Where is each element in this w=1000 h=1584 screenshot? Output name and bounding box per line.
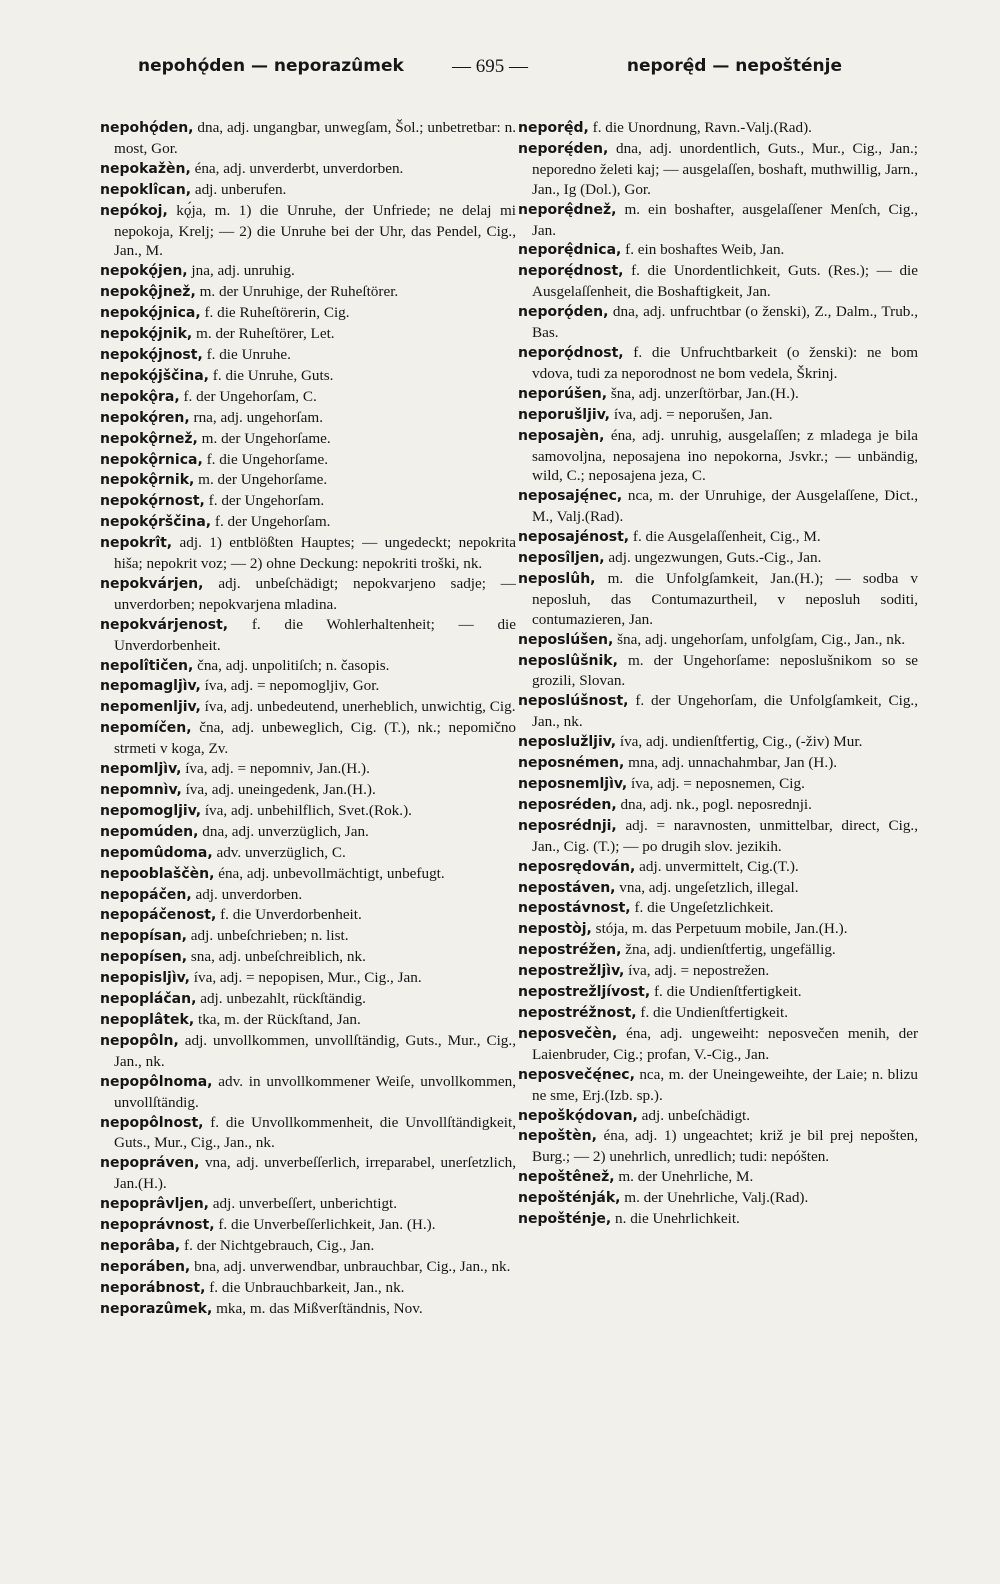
entry-headword: nepostrežljìv, — [518, 963, 625, 980]
entry-definition: adj. ungezwungen, Guts.-Cig., Jan. — [608, 549, 822, 567]
entry-headword: neposaję́nec, — [518, 488, 623, 505]
dictionary-entry — [100, 989, 516, 1010]
entry-definition: f. die Wohlerhaltenheit; — die Unverdorbenheit. — [114, 615, 516, 654]
entry-headword: nepokǫ̂rnica, — [100, 451, 203, 468]
entry-definition: m. ein boshafter, ausgelaſſener Menſch, Cig., Jan. — [532, 200, 919, 239]
entry-headword: neposlužljiv, — [518, 734, 617, 751]
entry-definition: f. die Ruheſtörerin, Cig. — [204, 304, 350, 322]
entry-headword: nepopáčen, — [100, 886, 192, 903]
entry-definition: íva, adj. = neposnemen, Cig. — [630, 775, 805, 792]
entry-definition: f. der Ungehorſam. — [214, 513, 331, 531]
entry-headword: neposlúšen, — [518, 631, 614, 648]
entry-headword: nepomûdoma, — [100, 844, 213, 861]
dictionary-entry — [518, 898, 918, 919]
dictionary-entry — [100, 387, 516, 408]
dictionary-entry — [518, 774, 918, 795]
entry-definition: f. die Undienſtfertigkeit. — [640, 1003, 789, 1021]
entry-headword: nepostávnost, — [518, 900, 631, 917]
entry-definition: f. die Ungeſetzlichkeit. — [634, 899, 774, 917]
entry-headword: nepopôln, — [100, 1032, 179, 1049]
dictionary-entry — [100, 1278, 516, 1299]
dictionary-entry — [100, 324, 516, 345]
entry-headword: nepostréžen, — [518, 942, 622, 959]
dictionary-entry — [100, 261, 516, 282]
entry-headword: nepokǫ̂rnik, — [100, 472, 195, 489]
entry-definition: kǫ́ja, m. 1) die Unruhe, der Unfriede; ne delaj mi nepokoja, Krelj; — 2) die Unruhe bei der Uhr, das Pendel, Cig., Jan., M. — [114, 201, 516, 260]
entry-headword: nepopáčenost, — [100, 907, 217, 924]
dictionary-entry — [518, 878, 918, 899]
dictionary-entry — [518, 1188, 918, 1209]
dictionary-entry — [100, 697, 516, 718]
dictionary-entry — [100, 656, 516, 677]
entry-definition: vna, adj. ungeſetzlich, illegal. — [619, 878, 799, 896]
entry-headword: neporazûmek, — [100, 1300, 213, 1317]
entry-definition: adj. unbeſchrieben; n. list. — [190, 927, 349, 945]
dictionary-entry — [100, 885, 516, 906]
entry-headword: nepopísen, — [100, 949, 188, 966]
entry-headword: nepopráven, — [100, 1155, 200, 1172]
entry-headword: neposrédnji, — [518, 817, 617, 834]
entry-headword: nepomíčen, — [100, 720, 192, 737]
entry-headword: nepoplâtek, — [100, 1011, 195, 1028]
entry-definition: f. die Ausgelaſſenheit, Cig., M. — [632, 528, 821, 546]
entry-headword: neporǫ́dnost, — [518, 344, 624, 361]
entry-headword: nepohǫ́den, — [100, 120, 194, 136]
dictionary-entry — [518, 1209, 918, 1230]
entry-definition: éna, adj. unverderbt, unverdorben. — [194, 159, 404, 177]
entry-headword: nepókoj, — [100, 202, 168, 219]
entry-definition: m. die Unfolgſamkeit, Jan.(H.); — sodba v neposluh, das Contumazurtheil, v neposluh soditi, contumazieren, Jan. — [532, 569, 919, 628]
entry-definition: íva, adj. uneingedenk, Jan.(H.). — [185, 781, 376, 798]
dictionary-entry — [100, 843, 516, 864]
entry-definition: mka, m. das Mißverſtändnis, Nov. — [216, 1299, 423, 1317]
entry-headword: nepokǫ́jen, — [100, 263, 188, 280]
entry-headword: neposajèn, — [518, 427, 605, 444]
dictionary-entry — [518, 961, 918, 982]
entry-definition: adv. in unvollkommener Weiſe, unvollkommen, unvollſtändig. — [114, 1072, 516, 1111]
dictionary-entry — [518, 527, 918, 548]
entry-headword: neporušljiv, — [518, 406, 611, 423]
entry-headword: neporę́den, — [518, 140, 609, 157]
entry-headword: nepostrežljívost, — [518, 984, 651, 1001]
dictionary-entry — [518, 302, 918, 343]
dictionary-entry — [518, 261, 918, 302]
dictionary-entry — [100, 1257, 516, 1278]
entry-headword: neposrędován, — [518, 858, 636, 875]
entry-definition: adj. unberufen. — [194, 180, 287, 198]
entry-headword: nepokǫ́jnica, — [100, 305, 201, 322]
entry-headword: nepokǫ̂jnež, — [100, 284, 196, 301]
entry-headword: nepokǫ́jnik, — [100, 326, 193, 343]
dictionary-entry — [518, 1003, 918, 1024]
entry-definition: sna, adj. unbeſchreiblich, nk. — [190, 948, 366, 966]
entry-headword: nepomljìv, — [100, 761, 182, 778]
entry-definition: m. der Ungehorſame. — [198, 471, 328, 489]
dictionary-entry — [518, 753, 918, 774]
entry-definition: f. der Ungehorſam, die Unfolgſamkeit, Cig., Jan., nk. — [532, 692, 919, 731]
dictionary-entry — [518, 426, 918, 487]
entry-definition: adj. unbeſchädigt. — [641, 1106, 751, 1124]
entry-definition: stója, m. das Perpetuum mobile, Jan.(H.). — [595, 920, 848, 938]
entry-headword: nepokǫ́rnost, — [100, 493, 205, 510]
entry-definition: f. die Unfruchtbarkeit (o ženski): ne bom vdova, tudi za neporodnost ne bom vedela, Škrinj. — [532, 343, 919, 382]
dictionary-entry — [518, 795, 918, 816]
entry-headword: nepomnìv, — [100, 782, 182, 798]
entry-definition: f. die Unverdorbenheit. — [220, 906, 362, 924]
entry-headword: neposréden, — [518, 796, 617, 813]
entry-definition: íva, adj. = neporušen, Jan. — [613, 405, 773, 423]
entry-definition: žna, adj. undienſtfertig, ungefällig. — [625, 941, 836, 959]
entry-headword: nepostáven, — [518, 879, 616, 896]
entry-headword: nepopláčan, — [100, 991, 197, 1008]
dictionary-entry — [100, 118, 516, 159]
dictionary-entry — [100, 780, 516, 801]
dictionary-entry — [100, 1072, 516, 1113]
entry-definition: íva, adj. = nepostrežen. — [628, 962, 770, 980]
dictionary-entry — [100, 822, 516, 843]
entry-headword: nepopísan, — [100, 928, 187, 945]
entry-definition: adj. = naravnosten, unmittelbar, direct, Cig., Jan., Cig. (T.); — po drugih slov. jezikih. — [532, 816, 919, 855]
entry-definition: adj. unvollkommen, unvollſtändig, Guts., Mur., Cig., Jan., nk. — [114, 1031, 516, 1070]
entry-definition: éna, adj. unbevollmächtigt, unbefugt. — [218, 864, 445, 882]
dictionary-entry — [100, 615, 516, 656]
entry-headword: nepokǫ̂ra, — [100, 388, 180, 405]
entry-definition: íva, adj. = nepopisen, Mur., Cig., Jan. — [193, 969, 422, 987]
entry-definition: dna, adj. unfruchtbar (o ženski), Z., Dalm., Trub., Bas. — [532, 303, 918, 342]
dictionary-entry — [518, 240, 918, 261]
entry-definition: dna, adj. unordentlich, Guts., Mur., Cig., Jan.; neporedno želeti kaj; — ausgelaſſen, boshaft, muthwillig, Jarn., Jan., Ig (Dol.), Gor. — [532, 139, 919, 198]
entry-headword: nepošténje, — [518, 1211, 612, 1228]
entry-headword: neposajénost, — [518, 529, 630, 546]
dictionary-entry — [100, 1215, 516, 1236]
dictionary-entry — [100, 1010, 516, 1031]
entry-headword: neporâba, — [100, 1237, 181, 1254]
entry-definition: čna, adj. unpolitiſch; n. časopis. — [197, 656, 390, 674]
dictionary-entry — [518, 486, 918, 527]
entry-definition: m. der Unehrliche, M. — [618, 1168, 754, 1186]
entry-definition: dna, adj. unverzüglich, Jan. — [202, 822, 369, 840]
header-right-guideword: neporę̂d — nepošténje — [626, 56, 842, 76]
entry-definition: m. der Unehrliche, Valj.(Rad). — [624, 1189, 809, 1207]
entry-definition: m. der Unruhige, der Ruheſtörer. — [199, 283, 399, 301]
dictionary-entry — [100, 1153, 516, 1194]
entry-headword: nepoškǫ́dovan, — [518, 1107, 638, 1124]
entry-headword: neposvečèn, — [518, 1025, 618, 1042]
dictionary-entry — [518, 1065, 918, 1106]
entry-definition: f. die Unverbeſſerlichkeit, Jan. (H.). — [218, 1216, 436, 1234]
entry-headword: nepokǫ̂rnež, — [100, 430, 198, 447]
entry-definition: íva, adj. = nepomniv, Jan.(H.). — [185, 760, 370, 778]
dictionary-entry — [100, 676, 516, 697]
dictionary-entry — [100, 450, 516, 471]
entry-headword: nepoprávnost, — [100, 1217, 215, 1234]
entry-definition: íva, adj. unbedeutend, unerheblich, unwichtig, Cig. — [204, 698, 516, 716]
dictionary-entry — [100, 429, 516, 450]
entry-definition: adj. 1) entblößten Hauptes; — ungedeckt; nepokrita hiša; nepokrit voz; — 2) ohne Deckung: nepokriti troški, nk. — [114, 534, 516, 573]
entry-headword: nepolîtičen, — [100, 657, 194, 674]
entry-headword: nepoprâvljen, — [100, 1196, 209, 1213]
dictionary-entry — [518, 343, 918, 384]
dictionary-entry — [100, 947, 516, 968]
entry-definition: éna, adj. ungeweiht: neposvečen menih, der Laienbruder, Cig.; profan, V.-Cig., Jan. — [532, 1024, 919, 1063]
entry-definition: tka, m. der Rückſtand, Jan. — [197, 1010, 361, 1028]
entry-definition: nca, m. der Unruhige, der Ausgelaſſene, Dict., M., Valj.(Rad). — [532, 487, 918, 526]
entry-definition: mna, adj. unnachahmbar, Jan (H.). — [628, 754, 838, 772]
entry-definition: šna, adj. unzerſtörbar, Jan.(H.). — [610, 384, 799, 402]
entry-definition: jna, adj. unruhig. — [191, 262, 295, 280]
dictionary-entry — [100, 470, 516, 491]
left-column — [100, 118, 516, 1320]
dictionary-entry — [518, 405, 918, 426]
entry-definition: éna, adj. 1) ungeachtet; križ je bil prej nepošten, Burg.; — 2) unehrlich, unredlich; tudi: nepóšten. — [532, 1127, 918, 1166]
dictionary-entry — [518, 1106, 918, 1127]
dictionary-entry — [100, 159, 516, 180]
entry-headword: neporę́dnost, — [518, 263, 624, 280]
entry-headword: neporę̂dnica, — [518, 242, 622, 259]
dictionary-entry — [518, 139, 918, 200]
dictionary-entry — [100, 1031, 516, 1072]
dictionary-entry — [518, 630, 918, 651]
entry-headword: nepomúden, — [100, 823, 199, 840]
dictionary-entry — [518, 200, 918, 241]
entry-headword: nepokǫ́rščina, — [100, 514, 212, 531]
dictionary-entry — [518, 919, 918, 940]
entry-definition: f. der Ungehorſam, C. — [183, 387, 317, 405]
dictionary-entry — [518, 548, 918, 569]
dictionary-entry — [100, 1236, 516, 1257]
entry-headword: nepoklîcan, — [100, 181, 192, 198]
dictionary-entry — [100, 864, 516, 885]
entry-headword: nepokvárjen, — [100, 575, 204, 592]
entry-definition: íva, adj. = nepomogljiv, Gor. — [204, 677, 380, 695]
dictionary-entry — [100, 408, 516, 429]
entry-definition: f. die Unordnung, Ravn.-Valj.(Rad). — [592, 119, 812, 136]
entry-definition: n. die Unehrlichkeit. — [615, 1210, 740, 1228]
entry-headword: nepokažèn, — [100, 160, 191, 177]
dictionary-entry — [100, 366, 516, 387]
dictionary-entry — [100, 574, 516, 615]
dictionary-entry — [518, 732, 918, 753]
entry-definition: m. der Ungehorſame: neposlušnikom so se grozili, Slovan. — [532, 651, 918, 690]
dictionary-entry — [100, 926, 516, 947]
entry-definition: f. die Undienſtfertigkeit. — [653, 983, 802, 1001]
entry-headword: neposvečę́nec, — [518, 1066, 635, 1083]
entry-headword: nepoštênež, — [518, 1169, 615, 1186]
dictionary-entry — [100, 968, 516, 989]
dictionary-entry — [100, 759, 516, 780]
dictionary-entry — [100, 1299, 516, 1320]
entry-headword: nepomenljiv, — [100, 699, 201, 716]
entry-definition: f. der Ungehorſam. — [208, 492, 325, 510]
dictionary-entry — [518, 816, 918, 857]
entry-definition: dna, adj. nk., pogl. neposrednji. — [620, 795, 812, 813]
dictionary-entry — [518, 857, 918, 878]
entry-definition: nca, m. der Uneingeweihte, der Laie; n. blizu ne sme, Erj.(Izb. sp.). — [532, 1065, 918, 1104]
entry-headword: neporę̂dnež, — [518, 201, 617, 218]
entry-definition: f. die Unruhe. — [206, 345, 291, 363]
entry-definition: adj. unbezahlt, rückſtändig. — [200, 990, 366, 1008]
entry-headword: nepokǫ́jščina, — [100, 367, 209, 384]
dictionary-entry — [518, 569, 918, 630]
entry-headword: neposnémen, — [518, 755, 625, 772]
entry-headword: neporábnost, — [100, 1279, 206, 1296]
entry-headword: neporę̂d, — [518, 120, 589, 136]
entry-definition: adj. unverdorben. — [195, 885, 303, 903]
entry-definition: íva, adj. unbehilflich, Svet.(Rok.). — [204, 801, 412, 819]
entry-definition: f. die Unordentlichkeit, Guts. (Res.); — die Ausgelaſſenheit, die Boshaftigkeit, Jan. — [532, 262, 919, 301]
entry-headword: neporǫ́den, — [518, 304, 609, 321]
entry-headword: nepokǫ́ren, — [100, 409, 190, 426]
entry-definition: f. ein boshaftes Weib, Jan. — [625, 241, 785, 259]
entry-definition: adj. unverbeſſert, unberichtigt. — [212, 1195, 398, 1213]
dictionary-entry — [100, 491, 516, 512]
dictionary-entry — [518, 1024, 918, 1065]
entry-headword: nepopisljìv, — [100, 970, 190, 987]
entry-definition: šna, adj. ungehorſam, unfolgſam, Cig., Jan., nk. — [617, 630, 906, 648]
dictionary-entry — [518, 1126, 918, 1167]
dictionary-entry — [100, 1194, 516, 1215]
dictionary-entry — [100, 718, 516, 759]
entry-definition: m. der Ruheſtörer, Let. — [196, 325, 335, 343]
entry-headword: nepomogljiv, — [100, 802, 202, 819]
entry-definition: adj. unbeſchädigt; nepokvarjeno sadje; — unverdorben; nepokvarjena mladina. — [114, 574, 516, 613]
entry-definition: adj. unvermittelt, Cig.(T.). — [639, 857, 799, 875]
dictionary-entry — [100, 345, 516, 366]
dictionary-entry — [100, 282, 516, 303]
entry-headword: neposnemljìv, — [518, 776, 628, 792]
entry-headword: nepostréžnost, — [518, 1004, 637, 1021]
entry-definition: m. der Ungehorſame. — [201, 429, 331, 447]
dictionary-entry — [518, 1167, 918, 1188]
dictionary-entry — [518, 940, 918, 961]
header-left-guideword: nepohǫ́den — neporazûmek — [138, 56, 404, 76]
entry-definition: vna, adj. unverbeſſerlich, irreparabel, unerſetzlich, Jan.(H.). — [114, 1154, 517, 1193]
entry-definition: adv. unverzüglich, C. — [216, 843, 346, 861]
entry-headword: nepokvárjenost, — [100, 616, 229, 633]
dictionary-entry — [100, 512, 516, 533]
dictionary-entry — [518, 691, 918, 732]
page-header — [138, 56, 842, 84]
page-number: — 695 — — [452, 56, 528, 77]
entry-headword: neposlûšnik, — [518, 652, 618, 669]
entry-headword: nepopôlnost, — [100, 1114, 204, 1131]
dictionary-entry — [100, 180, 516, 201]
entry-definition: íva, adj. undienſtfertig, Cig., (-živ) Mur. — [619, 733, 863, 751]
entry-headword: neporúšen, — [518, 385, 608, 402]
entry-definition: f. die Unbrauchbarkeit, Jan., nk. — [209, 1278, 405, 1296]
entry-definition: éna, adj. unruhig, ausgelaſſen; z mladega je bila samovoljna, neposajena ino nepokorna, Jsvkr.; — unbändig, wild, C.; neposajena jeza, C. — [532, 426, 919, 485]
entry-definition: dna, adj. ungangbar, unwegſam, Šol.; unbetretbar: n. most, Gor. — [114, 119, 517, 157]
entry-headword: nepokrît, — [100, 535, 173, 552]
entry-headword: nepošténják, — [518, 1190, 621, 1207]
dictionary-entry — [518, 651, 918, 692]
entry-headword: nepopôlnoma, — [100, 1073, 213, 1090]
entry-definition: čna, adj. unbeweglich, Cig. (T.), nk.; nepomično strmeti v koga, Zv. — [114, 719, 517, 758]
entry-definition: f. die Ungehorſame. — [206, 450, 329, 468]
entry-definition: f. die Unvollkommenheit, die Unvollſtändigkeit, Guts., Mur., Cig., Jan., nk. — [114, 1113, 517, 1152]
entry-headword: nepoštèn, — [518, 1128, 597, 1145]
dictionary-entry — [518, 118, 918, 139]
entry-headword: neposlûh, — [518, 570, 596, 587]
entry-definition: bna, adj. unverwendbar, unbrauchbar, Cig., Jan., nk. — [194, 1257, 511, 1275]
entry-headword: neposlúšnost, — [518, 693, 629, 710]
right-column — [518, 118, 918, 1230]
dictionary-entry — [100, 1113, 516, 1154]
dictionary-entry — [100, 801, 516, 822]
dictionary-entry — [100, 201, 516, 262]
dictionary-entry — [100, 533, 516, 574]
entry-headword: nepostòj, — [518, 921, 592, 938]
entry-definition: f. die Unruhe, Guts. — [212, 366, 334, 384]
entry-headword: nepokǫ́jnost, — [100, 346, 203, 363]
entry-definition: f. der Nichtgebrauch, Cig., Jan. — [184, 1236, 375, 1254]
dictionary-entry — [100, 905, 516, 926]
entry-headword: nepomagljìv, — [100, 678, 201, 695]
dictionary-entry — [518, 982, 918, 1003]
entry-headword: neporáben, — [100, 1258, 191, 1275]
dictionary-entry — [518, 384, 918, 405]
entry-headword: neposîljen, — [518, 550, 605, 567]
entry-definition: rna, adj. ungehorſam. — [193, 408, 323, 426]
entry-headword: nepooblaščèn, — [100, 865, 215, 882]
dictionary-entry — [100, 303, 516, 324]
